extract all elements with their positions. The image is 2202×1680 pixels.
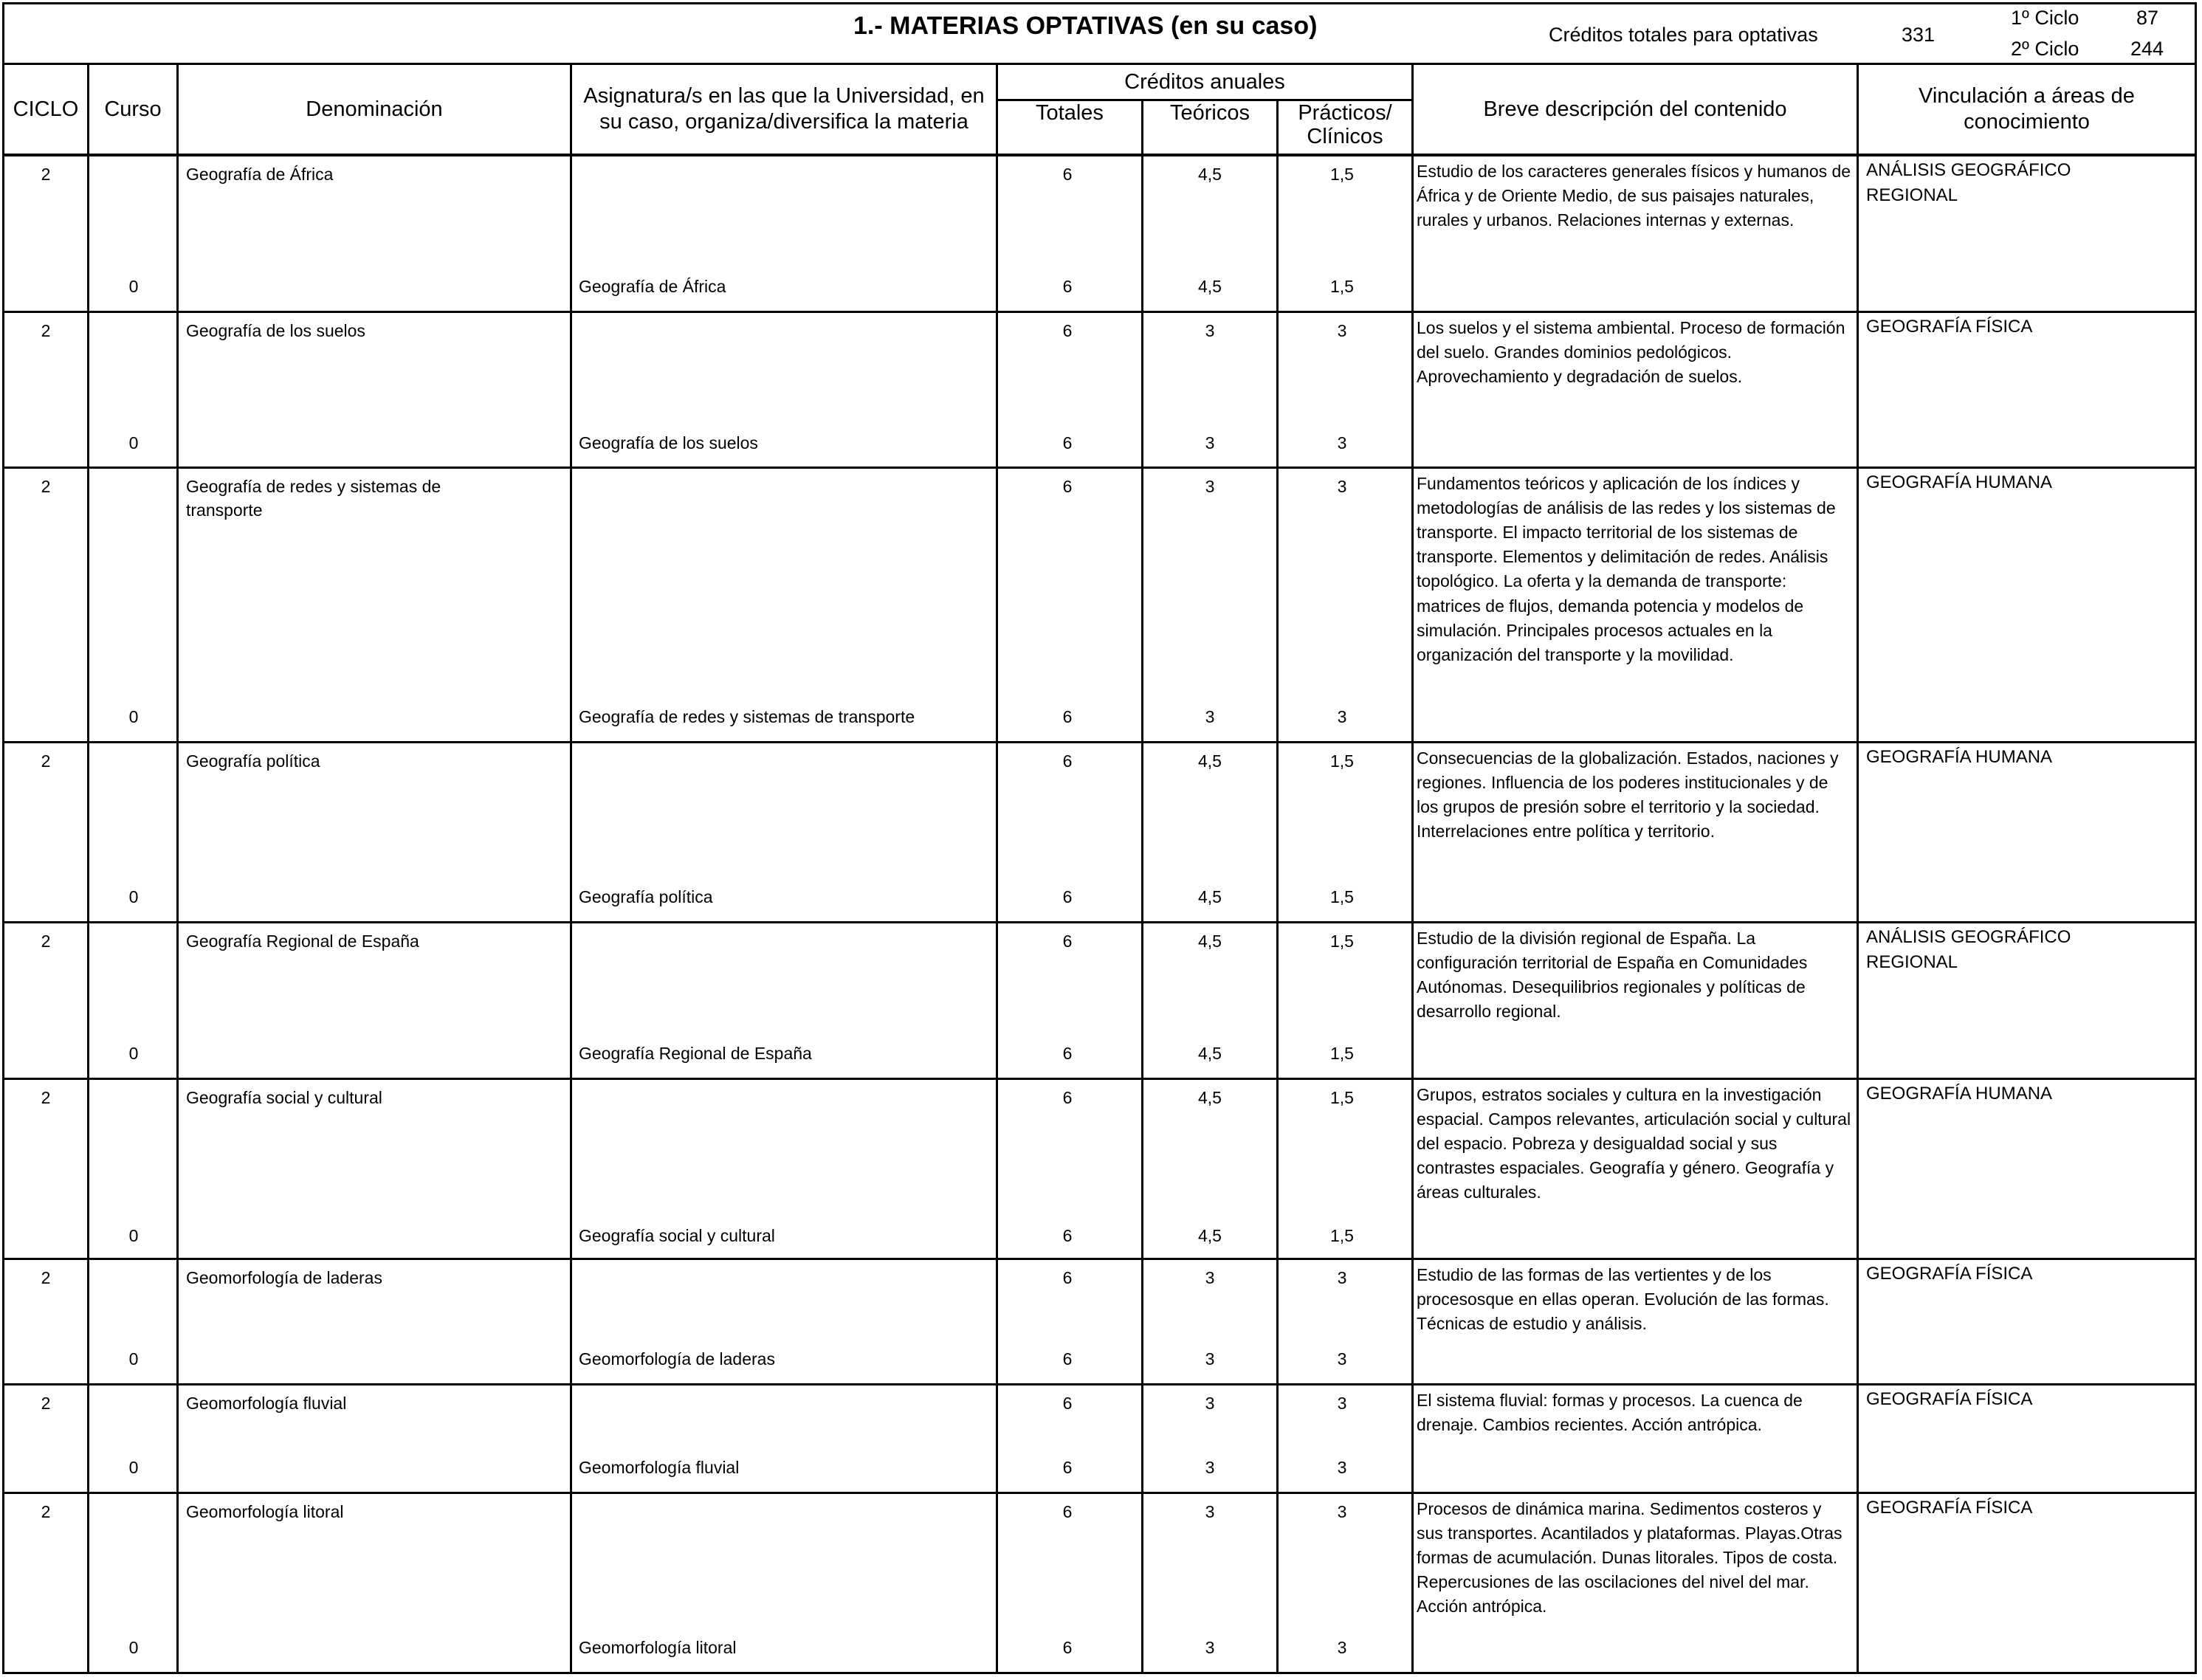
cell-sub-totales: 6: [1062, 707, 1073, 726]
cell-denominacion: Geografía política: [186, 751, 320, 771]
cell-asignatura: Geomorfología fluvial: [579, 1458, 740, 1477]
table-row: [2, 923, 2197, 1080]
col-creditos-anuales: Créditos anuales: [1124, 69, 1285, 94]
cell-teoricos: 4,5: [1198, 751, 1222, 771]
cell-ciclo: 2: [41, 932, 51, 951]
cell-sub-teoricos: 3: [1205, 1458, 1215, 1477]
col-descripcion: Breve descripción del contenido: [1483, 97, 1787, 121]
cell-practicos: 1,5: [1330, 751, 1354, 771]
cell-sub-practicos: 3: [1337, 1349, 1347, 1369]
cell-practicos: 1,5: [1330, 932, 1354, 951]
cell-curso: 0: [128, 1458, 139, 1477]
cell-sub-practicos: 1,5: [1330, 1226, 1354, 1245]
cell-sub-practicos: 1,5: [1330, 277, 1354, 296]
cell-asignatura: Geomorfología de laderas: [579, 1349, 775, 1369]
ciclo1-label: 1º Ciclo: [2011, 7, 2079, 29]
title-bar: [2, 2, 2197, 65]
cell-teoricos: 3: [1205, 477, 1215, 496]
cell-totales: 6: [1062, 165, 1073, 184]
cell-sub-practicos: 1,5: [1330, 887, 1354, 906]
cell-curso: 0: [128, 433, 139, 452]
cell-area: ANÁLISIS GEOGRÁFICO REGIONAL: [1866, 927, 2071, 972]
cell-sub-practicos: 3: [1337, 707, 1347, 726]
cell-sub-totales: 6: [1062, 1349, 1073, 1369]
cell-teoricos: 3: [1205, 1394, 1215, 1413]
cell-asignatura: Geografía social y cultural: [579, 1226, 775, 1245]
cell-descripcion: Los suelos y el sistema ambiental. Proceso de formación del suelo. Grandes dominios pedológicos. Aprovechamiento y degradación de suelos.: [1417, 318, 1845, 387]
cell-denominacion: Geografía de los suelos: [186, 321, 365, 340]
cell-sub-totales: 6: [1062, 1044, 1073, 1063]
cell-teoricos: 3: [1205, 1502, 1215, 1521]
cell-practicos: 3: [1337, 477, 1347, 496]
cell-ciclo: 2: [41, 751, 51, 771]
cell-ciclo: 2: [41, 321, 51, 340]
cell-curso: 0: [128, 1638, 139, 1657]
cell-sub-teoricos: 3: [1205, 433, 1215, 452]
cell-totales: 6: [1062, 1502, 1073, 1521]
cell-teoricos: 4,5: [1198, 932, 1222, 951]
cell-asignatura: Geografía de los suelos: [579, 433, 758, 452]
table-row: [2, 156, 2197, 313]
cell-totales: 6: [1062, 1394, 1073, 1413]
cell-asignatura: Geografía política: [579, 887, 713, 906]
cell-totales: 6: [1062, 321, 1073, 340]
cell-ciclo: 2: [41, 477, 51, 496]
cell-sub-teoricos: 4,5: [1198, 1044, 1222, 1063]
cell-denominacion: Geomorfología litoral: [186, 1502, 344, 1521]
ciclo2-value: 244: [2130, 38, 2164, 60]
table-row: [2, 469, 2197, 743]
cell-area: GEOGRAFÍA HUMANA: [1866, 1084, 2053, 1104]
cell-totales: 6: [1062, 751, 1073, 771]
cell-ciclo: 2: [41, 1268, 51, 1287]
cell-sub-teoricos: 4,5: [1198, 277, 1222, 296]
cell-sub-practicos: 3: [1337, 1458, 1347, 1477]
cell-ciclo: 2: [41, 1502, 51, 1521]
cell-practicos: 1,5: [1330, 1088, 1354, 1107]
cell-sub-totales: 6: [1062, 277, 1073, 296]
cell-ciclo: 2: [41, 1088, 51, 1107]
cell-sub-totales: 6: [1062, 887, 1073, 906]
cell-practicos: 3: [1337, 1268, 1347, 1287]
cell-area: GEOGRAFÍA FÍSICA: [1866, 1389, 2033, 1409]
cell-curso: 0: [128, 1044, 139, 1063]
cell-sub-teoricos: 3: [1205, 1349, 1215, 1369]
cell-practicos: 3: [1337, 1394, 1347, 1413]
cell-area: GEOGRAFÍA FÍSICA: [1866, 1264, 2033, 1284]
ciclo2-label: 2º Ciclo: [2011, 38, 2079, 60]
cell-asignatura: Geografía Regional de España: [579, 1044, 812, 1063]
col-practicos: Prácticos/ Clínicos: [1298, 101, 1392, 148]
cell-sub-practicos: 3: [1337, 433, 1347, 452]
col-ciclo: CICLO: [13, 97, 79, 121]
col-denominacion: Denominación: [306, 97, 443, 121]
col-asignatura: Asignatura/s en las que la Universidad, en su caso, organiza/diversifica la materia: [583, 84, 985, 134]
cell-area: GEOGRAFÍA HUMANA: [1866, 472, 2053, 492]
cell-area: GEOGRAFÍA HUMANA: [1866, 747, 2053, 767]
cell-descripcion: Estudio de los caracteres generales físicos y humanos de África y de Oriente Medio, de sus paisajes naturales, rurales y urbanos. Relaciones internas y externas.: [1417, 162, 1851, 230]
cell-descripcion: Grupos, estratos sociales y cultura en la investigación espacial. Campos relevantes, articulación social y cultural del espacio. Pobreza y desigualdad social y sus contrastes espaciales. Geografía y género. Geografía y áreas culturales.: [1417, 1085, 1851, 1202]
cell-denominacion: Geografía Regional de España: [186, 932, 419, 951]
cell-area: GEOGRAFÍA FÍSICA: [1866, 317, 2033, 337]
cell-denominacion: Geografía de redes y sistemas de transporte: [186, 477, 441, 520]
page-title: 1.- MATERIAS OPTATIVAS (en su caso): [853, 12, 1318, 40]
cell-denominacion: Geografía social y cultural: [186, 1088, 382, 1107]
cell-denominacion: Geomorfología de laderas: [186, 1268, 382, 1287]
cell-descripcion: Fundamentos teóricos y aplicación de los índices y metodologías de análisis de las redes y los sistemas de transporte. El impacto territorial de los sistemas de transporte. Elementos y delimitación de redes. Análisis topológico. La oferta y la demanda de transporte: matrices de flujos, demanda potencia y modelos de simulación. Principales procesos actuales en la organización del transporte y la movilidad.: [1417, 474, 1836, 664]
cell-teoricos: 4,5: [1198, 165, 1222, 184]
cell-sub-totales: 6: [1062, 1226, 1073, 1245]
cell-asignatura: Geomorfología litoral: [579, 1638, 737, 1657]
cell-sub-practicos: 3: [1337, 1638, 1347, 1657]
cell-descripcion: Consecuencias de la globalización. Estados, naciones y regiones. Influencia de los poderes institucionales y de los grupos de presión sobre el territorio y la sociedad. Interrelaciones entre política y territorio.: [1417, 748, 1839, 841]
cell-totales: 6: [1062, 477, 1073, 496]
cell-ciclo: 2: [41, 165, 51, 184]
cell-descripcion: Estudio de la división regional de España. La configuración territorial de España en Comunidades Autónomas. Desequilibrios regionales y políticas de desarrollo regional.: [1417, 929, 1808, 1022]
cell-curso: 0: [128, 1349, 139, 1369]
ciclo1-value: 87: [2136, 7, 2159, 29]
cell-descripcion: Estudio de las formas de las vertientes y de los procesosque en ellas operan. Evolución de las formas. Técnicas de estudio y análisis.: [1417, 1265, 1829, 1334]
cell-sub-totales: 6: [1062, 1458, 1073, 1477]
table-row: [2, 1385, 2197, 1494]
col-teoricos: Teóricos: [1170, 101, 1250, 125]
cell-practicos: 3: [1337, 321, 1347, 340]
table-row: [2, 1260, 2197, 1385]
cell-asignatura: Geografía de África: [579, 277, 726, 296]
cell-teoricos: 3: [1205, 1268, 1215, 1287]
creditos-label: Créditos totales para optativas: [1549, 24, 1818, 46]
table-row: [2, 743, 2197, 923]
table-row: [2, 1080, 2197, 1260]
cell-ciclo: 2: [41, 1394, 51, 1413]
cell-curso: 0: [128, 277, 139, 296]
cell-sub-practicos: 1,5: [1330, 1044, 1354, 1063]
cell-practicos: 3: [1337, 1502, 1347, 1521]
cell-descripcion: El sistema fluvial: formas y procesos. La cuenca de drenaje. Cambios recientes. Acción antrópica.: [1417, 1391, 1803, 1435]
cell-area: GEOGRAFÍA FÍSICA: [1866, 1498, 2033, 1518]
col-vinculacion: Vinculación a áreas de conocimiento: [1919, 84, 2135, 134]
cell-asignatura: Geografía de redes y sistemas de transporte: [579, 707, 915, 726]
col-curso: Curso: [104, 97, 162, 121]
cell-totales: 6: [1062, 1268, 1073, 1287]
cell-sub-teoricos: 3: [1205, 1638, 1215, 1657]
cell-sub-totales: 6: [1062, 1638, 1073, 1657]
cell-curso: 0: [128, 707, 139, 726]
cell-area: ANÁLISIS GEOGRÁFICO REGIONAL: [1866, 160, 2071, 205]
cell-sub-totales: 6: [1062, 433, 1073, 452]
cell-sub-teoricos: 4,5: [1198, 887, 1222, 906]
cell-denominacion: Geomorfología fluvial: [186, 1394, 347, 1413]
cell-totales: 6: [1062, 932, 1073, 951]
cell-teoricos: 3: [1205, 321, 1215, 340]
creditos-total: 331: [1902, 24, 1936, 46]
cell-sub-teoricos: 3: [1205, 707, 1215, 726]
cell-descripcion: Procesos de dinámica marina. Sedimentos costeros y sus transportes. Acantilados y plataformas. Playas.Otras formas de acumulación. Dunas litorales. Tipos de costa. Repercusiones de las oscilaciones del nivel del mar. Acción antrópica.: [1417, 1499, 1843, 1617]
table-row: [2, 1494, 2197, 1674]
cell-curso: 0: [128, 1226, 139, 1245]
cell-sub-teoricos: 4,5: [1198, 1226, 1222, 1245]
cell-teoricos: 4,5: [1198, 1088, 1222, 1107]
cell-curso: 0: [128, 887, 139, 906]
table-row: [2, 313, 2197, 469]
table-header: [2, 65, 2197, 156]
cell-denominacion: Geografía de África: [186, 165, 334, 184]
cell-practicos: 1,5: [1330, 165, 1354, 184]
col-totales: Totales: [1036, 101, 1104, 125]
cell-totales: 6: [1062, 1088, 1073, 1107]
